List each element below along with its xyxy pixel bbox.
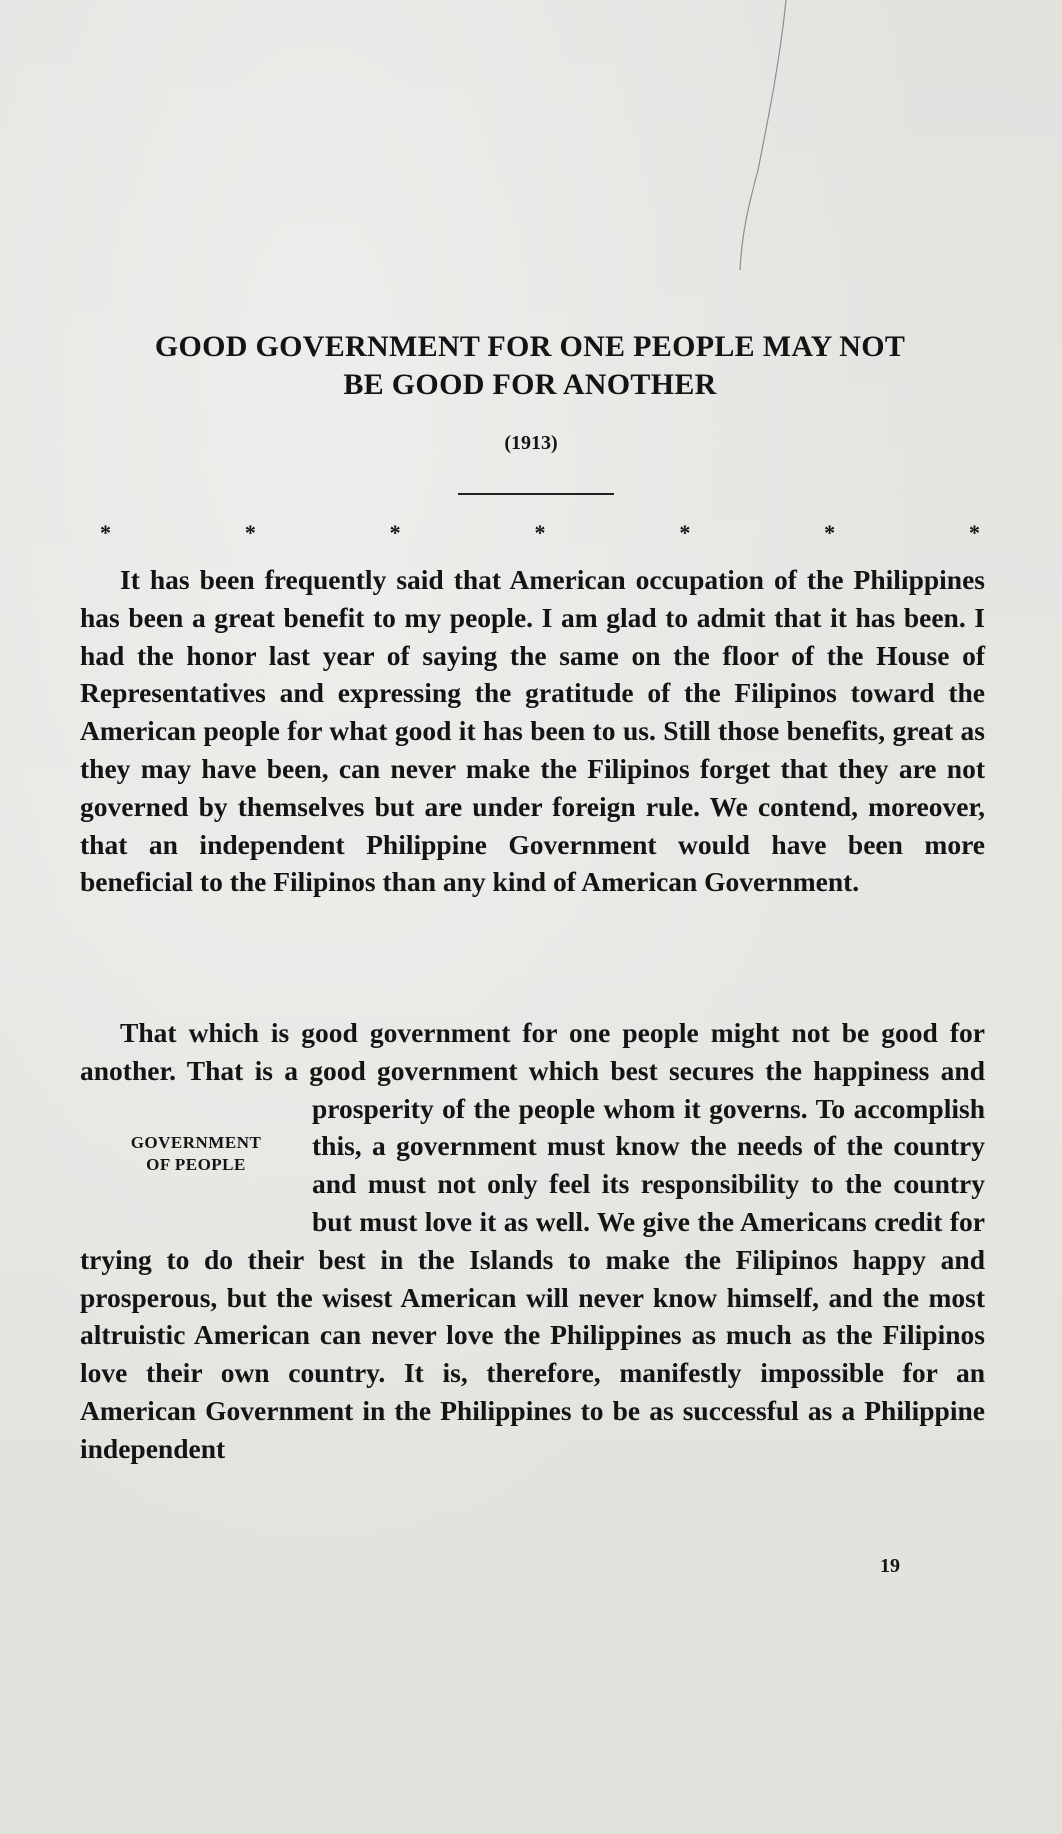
page-number: 19 [880,1555,900,1577]
paragraph-2 [80,1014,985,1468]
star: * [534,520,546,545]
title-line-2: BE GOOD FOR ANOTHER [343,368,717,401]
paragraph-1-block [80,561,985,901]
paragraph-2-part-2: whom it governs. To accomplish this, a government must know the needs of the country and must not only feel its responsibility to the country but must love it as well. We give the Americans credit for trying to do their best in the Islands to make the Filipinos happy and prosperous, but the wisest American will never know himself, and the most altruistic American can never love the Philippines as much as the Filipinos love their own country. It is, therefore, manifestly impossible for an American Government in the Philippines to be as successful as a Philippine independent [80,1092,985,1464]
page-title [70,328,990,404]
margin-note-line-2: OF PEOPLE [146,1154,246,1174]
star: * [968,520,980,545]
paper-crease [728,0,788,280]
paragraph-2-block [80,1014,985,1468]
title-line-1: GOOD GOVERNMENT FOR ONE PEOPLE MAY NOT [154,330,906,363]
star: * [679,520,691,545]
year-label: (1913) [504,432,558,454]
margin-note [80,1096,312,1206]
star: * [824,520,836,545]
title-rule [458,493,614,495]
ellipsis-stars [100,520,980,546]
star: * [389,520,401,545]
star: * [244,520,256,545]
paragraph-1: It has been frequently said that American occupation of the Philippines has been a great benefit to my people. I am glad to admit that it has been. I had the honor last year of saying the same on the floor of the House of Representatives and expressing the gratitude of the Filipinos toward the American people for what good it has been to us. Still those benefits, great as they may have been, can never make the Filipinos forget that they are not governed by themselves but are under foreign rule. We contend, moreover, that an independent Philippine Government would have been more beneficial to the Filipinos than any kind of American Government. [80,564,985,898]
star: * [100,520,111,545]
margin-note-line-1: GOVERNMENT [130,1132,262,1152]
paragraph-2-part-1: That which is good government for one people might not be good for another. That is a good government which best secures the happiness and prosperity of the people [80,1017,985,1124]
